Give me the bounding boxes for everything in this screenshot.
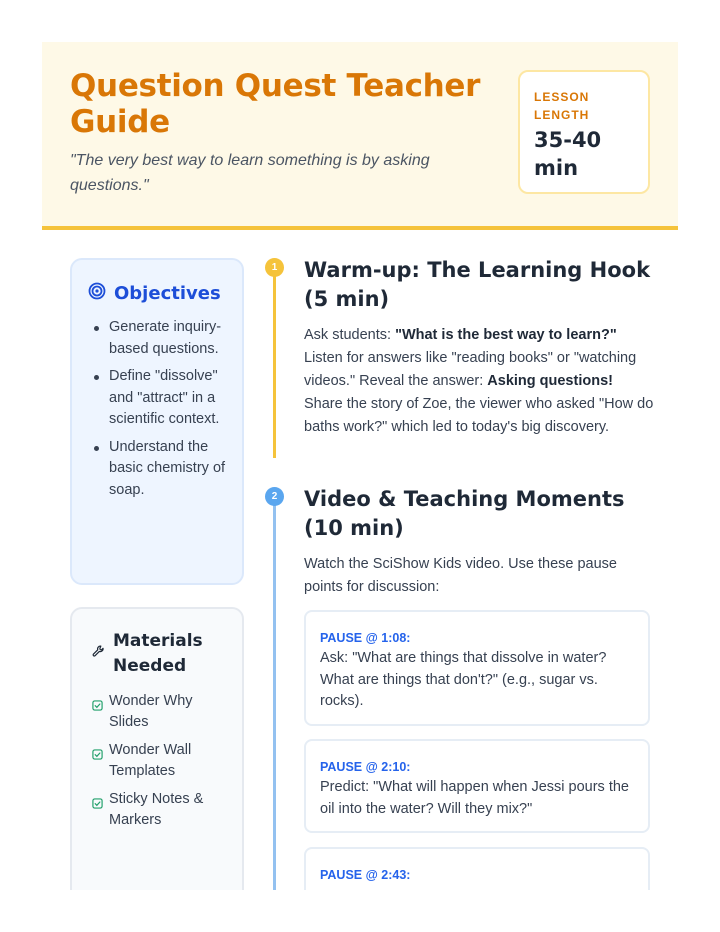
target-icon [88, 282, 106, 305]
list-item: Define "dissolve" and "attract" in a scientific context. [94, 366, 226, 431]
body-text: Share the story of Zoe, the viewer who asked "How do baths work?" which led to today's big discovery. [304, 396, 654, 435]
section-title: Video & Teaching Moments (10 min) [304, 487, 625, 540]
pause-card [304, 847, 650, 890]
body-text: Listen for answers like "reading books" or "watching videos." Reveal the answer: [304, 350, 637, 389]
list-item: Understand the basic chemistry of soap. [94, 437, 226, 502]
list-item [92, 789, 226, 831]
timeline-line-warmup [273, 270, 276, 458]
pause-label: PAUSE @ 1:08: [320, 631, 411, 645]
lesson-length-label: LESSON LENGTH [534, 90, 590, 122]
material-label: Sticky Notes & Markers [109, 791, 204, 828]
pause-label: PAUSE @ 2:43: [320, 868, 411, 882]
pause-card [304, 610, 650, 726]
wrench-icon [92, 645, 105, 663]
checkbox-checked-icon [92, 697, 103, 718]
section-video [304, 485, 654, 599]
lesson-length-value: 35-40 min [534, 128, 602, 180]
checkbox-checked-icon [92, 795, 103, 816]
pause-card [304, 739, 650, 833]
materials-header [92, 629, 226, 679]
lesson-page [42, 42, 678, 890]
checkbox-checked-icon [92, 746, 103, 767]
objectives-title: Objectives [114, 283, 221, 304]
pause-text: Ask: "What are things that dissolve in water? What are things that don't?" (e.g., sugar vs. rocks). [320, 650, 607, 709]
section-body [304, 324, 654, 439]
objectives-card [70, 258, 244, 585]
section-body: Watch the SciShow Kids video. Use these pause points for discussion: [304, 556, 617, 595]
header-quote: "The very best way to learn something is by asking questions." [70, 152, 430, 194]
material-label: Wonder Wall Templates [109, 742, 192, 779]
body-bold-text: Asking questions! [487, 373, 613, 389]
list-item: Generate inquiry-based questions. [94, 317, 226, 360]
timeline-line-video [273, 498, 276, 890]
pause-label: PAUSE @ 2:10: [320, 760, 411, 774]
step-number-badge: 2 [265, 487, 284, 506]
page-title: Question Quest Teacher Guide [70, 68, 481, 140]
materials-list [92, 691, 226, 831]
materials-card [70, 607, 244, 890]
material-label: Wonder Why Slides [109, 693, 193, 730]
lesson-length-card [518, 70, 650, 194]
objectives-list [88, 317, 226, 501]
materials-title: Materials Needed [113, 631, 203, 676]
body-bold-text: "What is the best way to learn?" [395, 327, 617, 343]
body-text: Ask students: [304, 327, 396, 343]
objectives-header [88, 282, 226, 305]
pause-text: Predict: "What will happen when Jessi pours the oil into the water? Will they mix?" [320, 779, 629, 817]
guide-header [42, 42, 678, 230]
list-item [92, 691, 226, 733]
section-warmup [304, 256, 654, 439]
section-title: Warm-up: The Learning Hook (5 min) [304, 258, 651, 311]
step-number-badge: 1 [265, 258, 284, 277]
list-item [92, 740, 226, 782]
